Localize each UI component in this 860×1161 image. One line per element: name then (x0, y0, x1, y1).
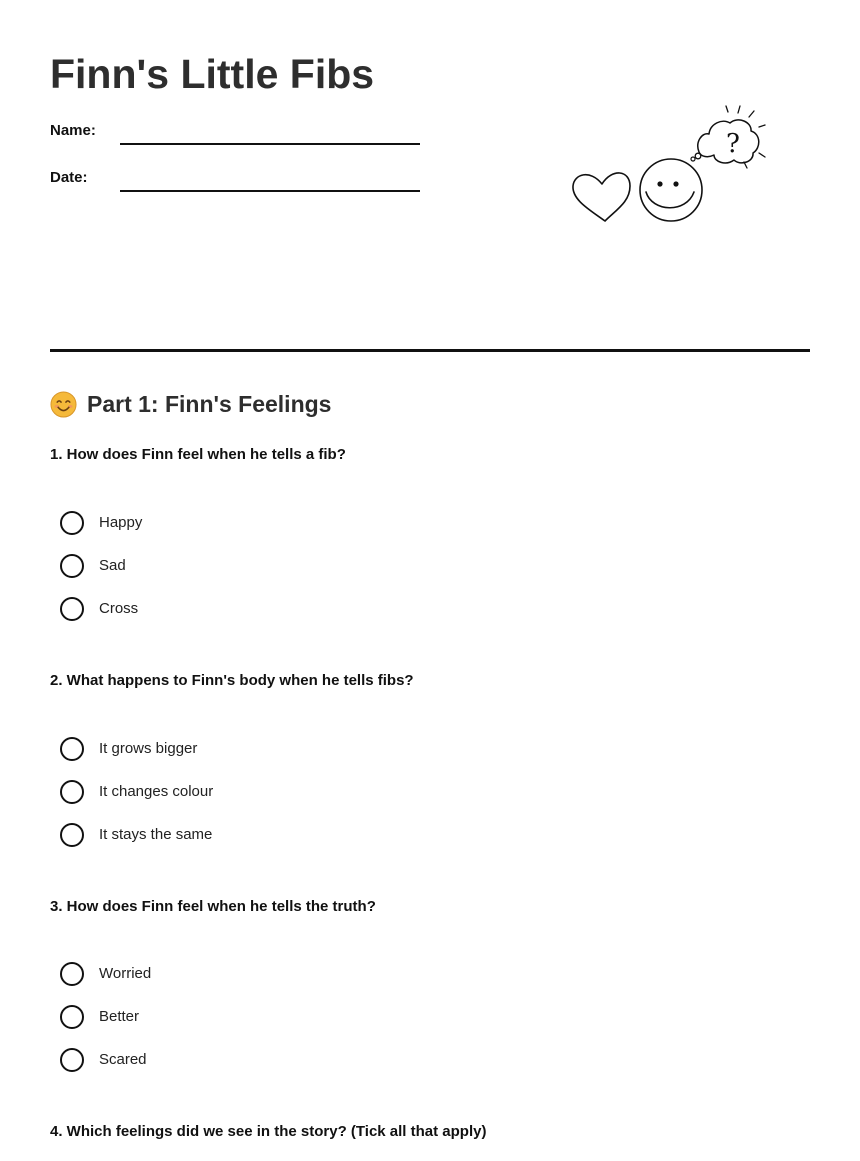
radio-button[interactable] (60, 597, 84, 621)
option-label: Sad (99, 557, 126, 574)
question-1: 1. How does Finn feel when he tells a fib? (50, 446, 346, 463)
thought-bubble-icon (691, 106, 765, 168)
name-field-row (50, 118, 430, 148)
q1-option-cross[interactable] (60, 596, 138, 622)
q2-option-changes-colour[interactable] (60, 779, 213, 805)
option-label: Happy (99, 514, 143, 531)
radio-button[interactable] (60, 511, 84, 535)
question-3: 3. How does Finn feel when he tells the truth? (50, 898, 376, 915)
name-label: Name: (50, 122, 96, 139)
date-label: Date: (50, 169, 88, 186)
radio-button[interactable] (60, 737, 84, 761)
option-label: Scared (99, 1051, 147, 1068)
feelings-illustration (568, 104, 774, 228)
radio-button[interactable] (60, 554, 84, 578)
radio-button[interactable] (60, 780, 84, 804)
radio-button[interactable] (60, 1048, 84, 1072)
question-2: 2. What happens to Finn's body when he tells fibs? (50, 672, 414, 689)
option-label: It grows bigger (99, 740, 198, 757)
option-label: It changes colour (99, 783, 214, 800)
part1-title (50, 388, 331, 420)
option-label: Worried (99, 965, 152, 982)
q1-option-sad[interactable] (60, 553, 126, 579)
smiley-face-icon (640, 159, 702, 221)
section-divider (50, 349, 810, 352)
radio-button[interactable] (60, 962, 84, 986)
name-field[interactable] (120, 143, 420, 145)
smiling-face-icon (50, 391, 77, 418)
radio-button[interactable] (60, 1005, 84, 1029)
q2-option-grows-bigger[interactable] (60, 736, 197, 762)
option-label: Better (99, 1008, 140, 1025)
q3-option-scared[interactable] (60, 1047, 147, 1073)
worksheet-title: Finn's Little Fibs (50, 51, 375, 97)
question-4: 4. Which feelings did we see in the story? (Tick all that apply) (50, 1123, 487, 1140)
q2-option-stays-same[interactable] (60, 822, 212, 848)
date-field[interactable] (120, 190, 420, 192)
heart-icon (573, 173, 630, 221)
q1-option-happy[interactable] (60, 510, 142, 536)
q3-option-worried[interactable] (60, 961, 151, 987)
date-field-row (50, 165, 430, 195)
part1-title-text: Part 1: Finn's Feelings (87, 391, 332, 417)
question-mark-icon: ? (726, 129, 740, 159)
option-label: It stays the same (99, 826, 213, 843)
q3-option-better[interactable] (60, 1004, 139, 1030)
radio-button[interactable] (60, 823, 84, 847)
option-label: Cross (99, 600, 139, 617)
